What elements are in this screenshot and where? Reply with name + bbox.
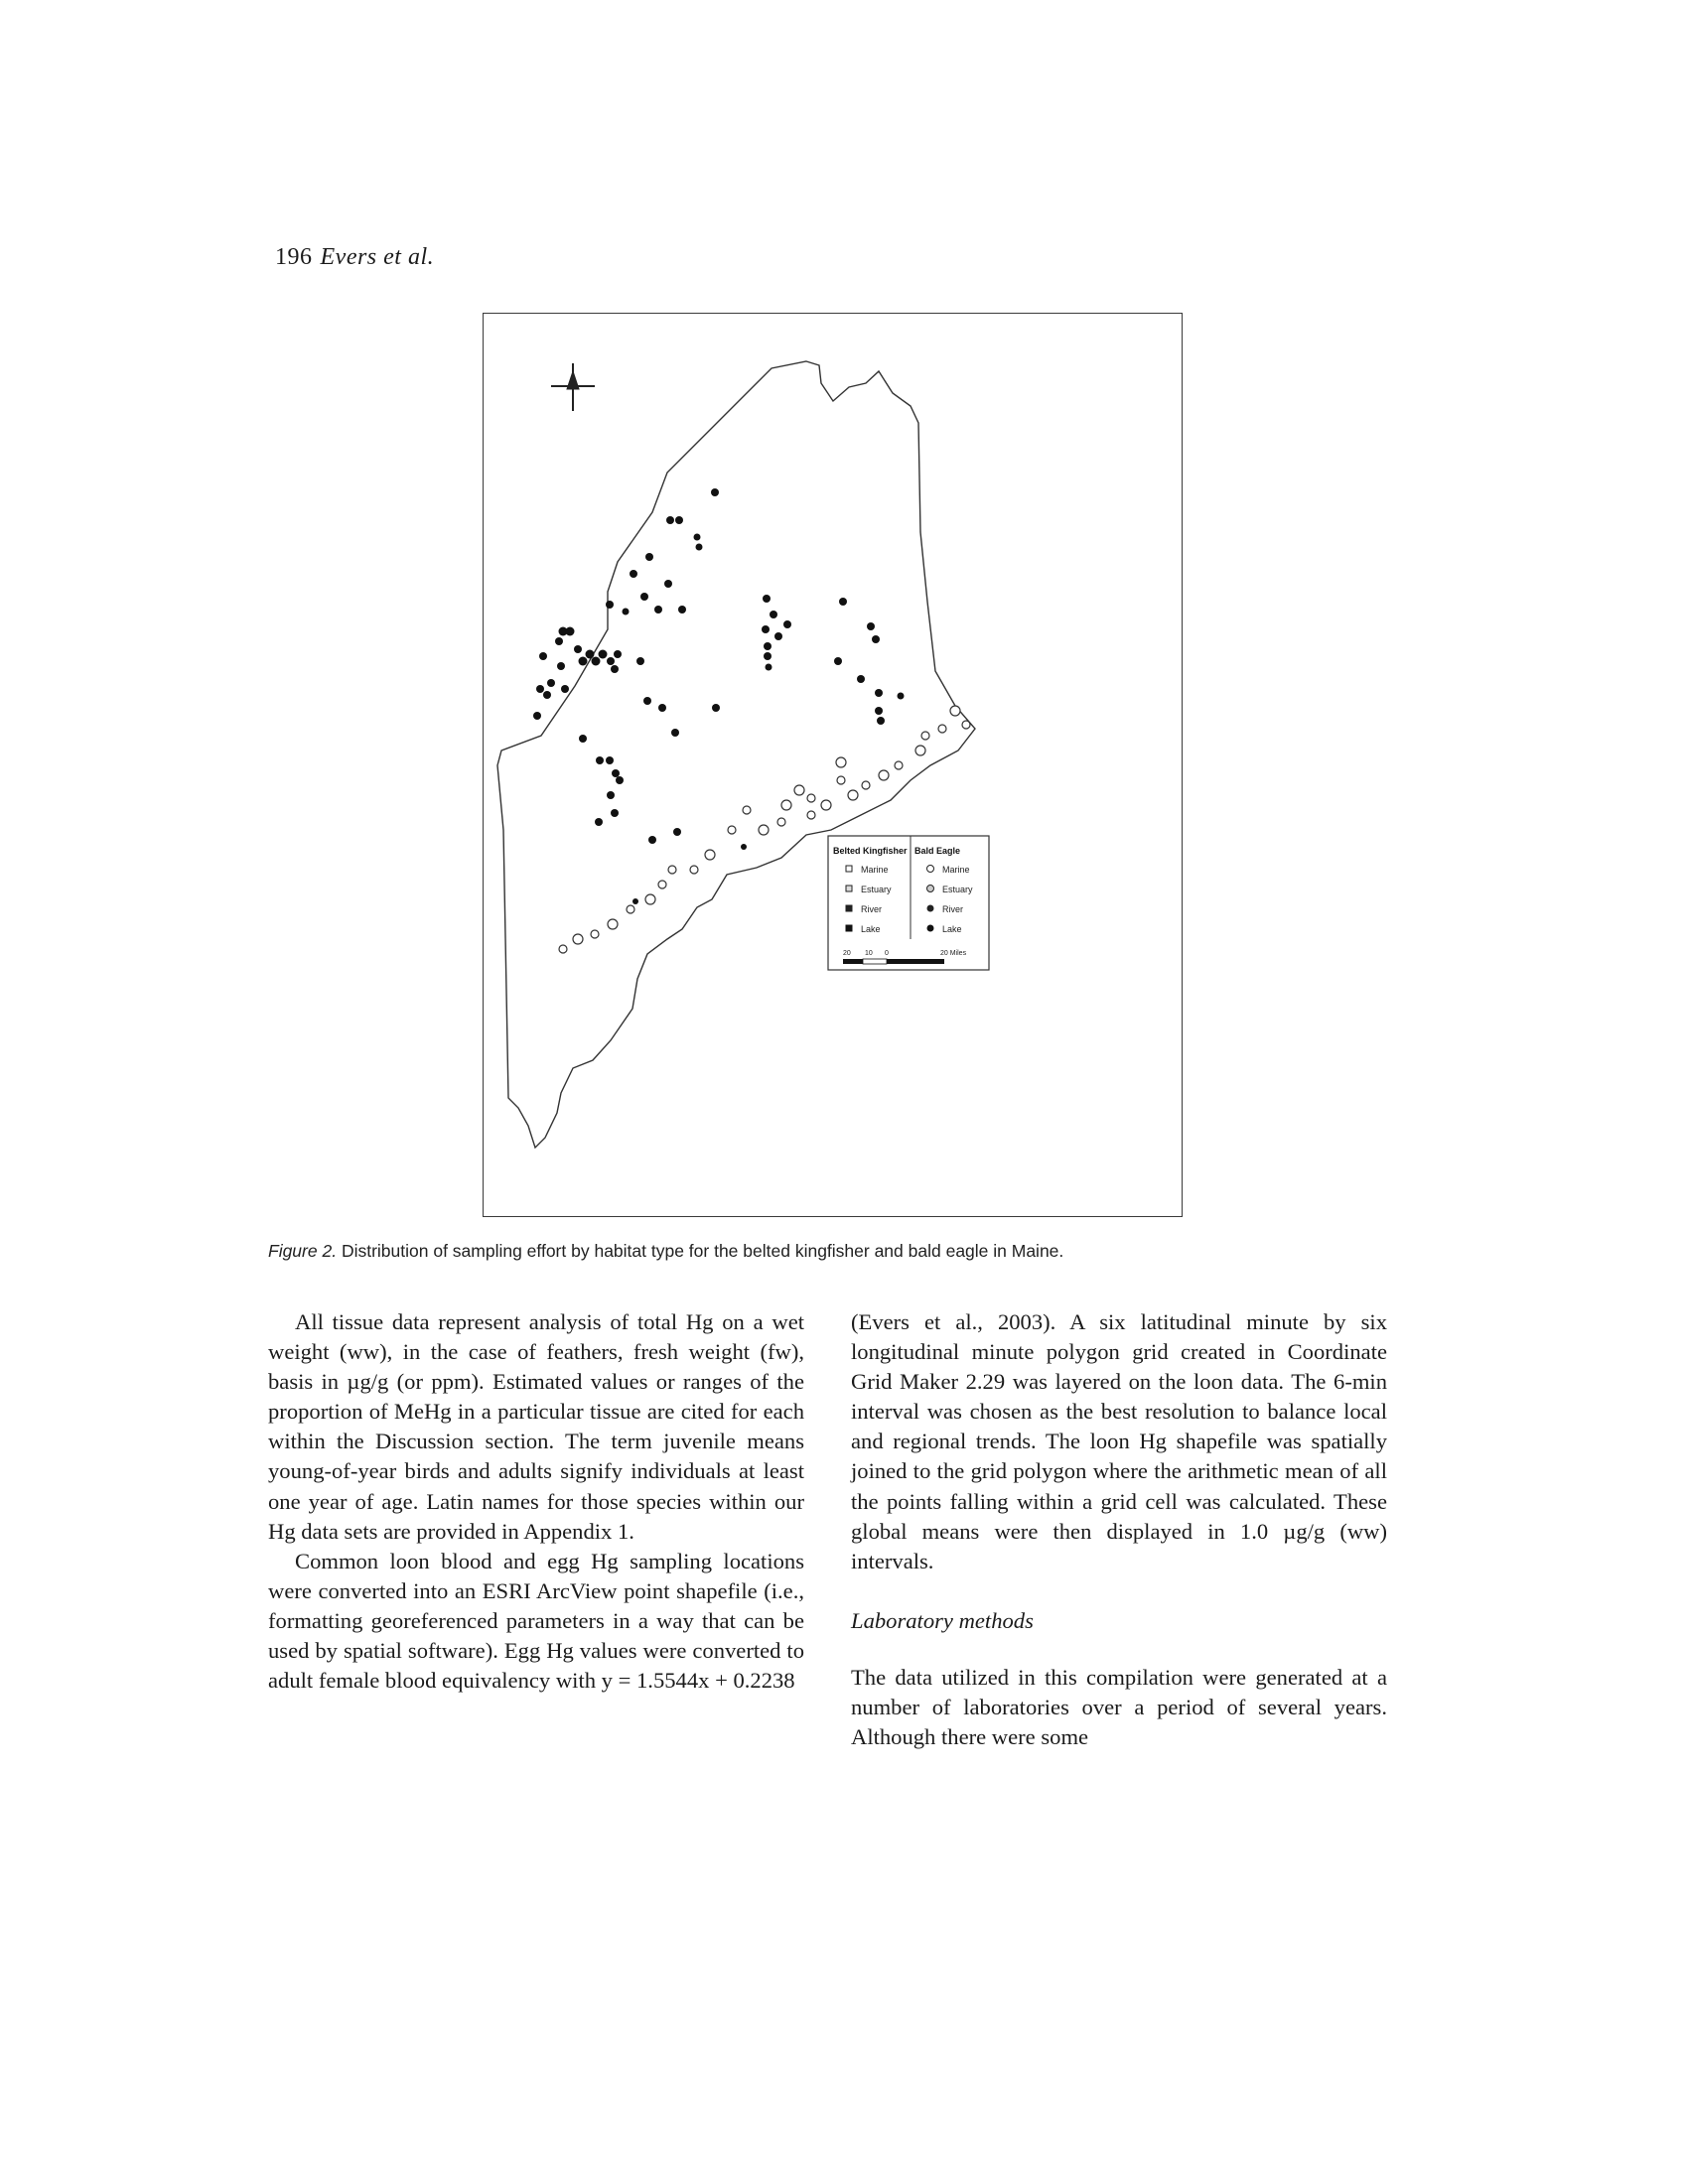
scale-label-20-miles: 20 Miles [940,950,967,957]
running-authors: Evers et al. [320,244,435,270]
section-heading: Laboratory methods [851,1607,1034,1633]
legend-be-marine: Marine [942,865,970,875]
map-legend [828,836,989,970]
north-arrow-icon [551,363,595,411]
legend-be-estuary: Estuary [942,885,973,894]
legend-kf-marine: Marine [861,865,889,875]
maine-outline [497,361,975,1148]
page-number: 196 [275,244,313,270]
legend-kf-estuary: Estuary [861,885,892,894]
scale-label-20: 20 [843,950,851,957]
body-paragraph: The data utilized in this compilation were generated at a number of laboratories over a period of several years. Although there were some [851,1664,1387,1750]
legend-kingfisher-title: Belted Kingfisher [833,846,908,856]
caption-label: Figure 2. [268,1241,338,1261]
body-paragraph: (Evers et al., 2003). A six latitudinal minute by six longitudinal minute polygon grid created in Coordinate Grid Maker 2.29 was layered on the loon data. The 6-min interval was chosen as the best resolution to balance local and regional trends. The loon Hg shapefile was spatially joined to the grid polygon where the arithmetic mean of all the points falling within a grid cell was calculated. These global means were then displayed in 1.0 µg/g (ww) intervals. [851,1309,1387,1573]
right-column [851,1307,1387,1752]
body-paragraph: Common loon blood and egg Hg sampling locations were converted into an ESRI ArcView point shapefile (i.e., formatting georeferenced parameters in a way that can be used by spatial software). Egg Hg values were converted to adult female blood equivalency with y = 1.5544x + 0.2238 [268,1548,804,1694]
running-header [275,244,434,271]
maine-map [484,314,1184,1218]
caption-text: Distribution of sampling effort by habitat type for the belted kingfisher and bald eagle in Maine. [341,1241,1064,1261]
legend-kf-lake: Lake [861,924,881,934]
body-paragraph: All tissue data represent analysis of total Hg on a wet weight (ww), in the case of feathers, fresh weight (fw), basis in µg/g (or ppm). Estimated values or ranges of the proportion of MeHg in a particular tissue are cited for each within the Discussion section. The term juvenile means young-of-year birds and adults signify individuals at least one year of age. Latin names for those species within our Hg data sets are provided in Appendix 1. [268,1309,804,1544]
left-column [268,1307,804,1696]
legend-eagle-title: Bald Eagle [914,846,961,856]
figure-map [483,313,1183,1217]
legend-kf-river: River [861,904,883,914]
legend-be-river: River [942,904,964,914]
legend-be-lake: Lake [942,924,962,934]
scale-label-10: 10 [865,950,873,957]
scale-label-0: 0 [885,950,889,957]
figure-caption [268,1241,1420,1262]
